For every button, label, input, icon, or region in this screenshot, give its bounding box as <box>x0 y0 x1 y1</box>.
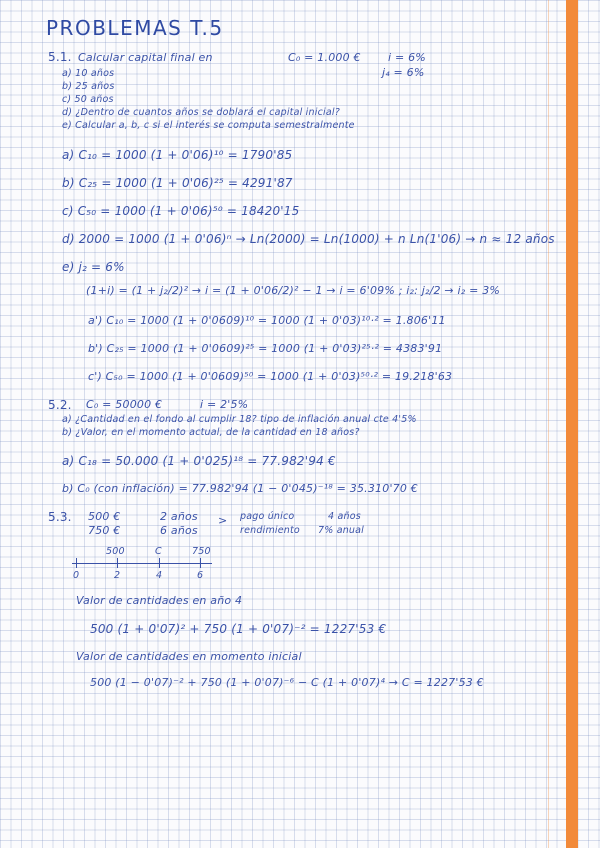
item-b: b) 25 años <box>62 81 115 92</box>
page-title: PROBLEMAS T.5 <box>46 16 224 40</box>
initial-capital: C₀ = 1.000 € <box>288 51 361 64</box>
timeline-tick-2 <box>117 558 118 568</box>
p52-item-a: a) ¿Cantidad en el fondo al cumplir 18? tipo de inflación anual cte 4'5% <box>62 414 417 425</box>
p53-period-1: 2 años <box>160 510 198 523</box>
p53-equation-1: 500 (1 + 0'07)² + 750 (1 + 0'07)⁻² = 1227'53 € <box>90 622 387 636</box>
timeline-bottom-2: 2 <box>114 570 121 581</box>
solution-e-equation: (1+i) = (1 + j₂/2)² → i = (1 + 0'06/2)² − 1 → i = 6'09% ; i₂: j₂/2 → i₂ = 3% <box>86 284 501 297</box>
timeline-bottom-4: 4 <box>156 570 163 581</box>
p53-years-4: 4 años <box>328 511 361 522</box>
solution-c-prime: c') C₅₀ = 1000 (1 + 0'0609)⁵⁰ = 1000 (1 + 0'03)⁵⁰·² = 19.218'63 <box>88 370 453 383</box>
problem-5-3-label: 5.3. <box>48 510 72 524</box>
p52-item-b: b) ¿Valor, en el momento actual, de la cantidad en 18 años? <box>62 427 360 438</box>
margin-line <box>548 0 549 848</box>
solution-b: b) C₂₅ = 1000 (1 + 0'06)²⁵ = 4291'87 <box>62 176 293 190</box>
timeline-top-750: 750 <box>192 546 211 557</box>
solution-d: d) 2000 = 1000 (1 + 0'06)ⁿ → Ln(2000) = Ln(1000) + n Ln(1'06) → n ≈ 12 años <box>62 232 555 246</box>
p53-pago-unico: pago único <box>240 511 295 522</box>
p53-rendimiento: rendimiento <box>240 525 300 536</box>
p53-equation-2: 500 (1 − 0'07)⁻² + 750 (1 + 0'07)⁻⁶ − C (1 + 0'07)⁴ → C = 1227'53 € <box>90 676 484 689</box>
timeline-tick-6 <box>200 558 201 568</box>
solution-c: c) C₅₀ = 1000 (1 + 0'06)⁵⁰ = 18420'15 <box>62 204 300 218</box>
solution-a: a) C₁₀ = 1000 (1 + 0'06)¹⁰ = 1790'85 <box>62 148 293 162</box>
item-c: c) 50 años <box>62 94 114 105</box>
item-d: d) ¿Dentro de cuantos años se doblará el capital inicial? <box>62 107 340 118</box>
timeline-axis <box>72 563 212 564</box>
solution-e: e) j₂ = 6% <box>62 260 125 274</box>
p52-solution-b: b) C₀ (con inflación) = 77.982'94 (1 − 0'045)⁻¹⁸ = 35.310'70 € <box>62 482 418 495</box>
solution-b-prime: b') C₂₅ = 1000 (1 + 0'0609)²⁵ = 1000 (1 + 0'03)²⁵·² = 4383'91 <box>88 342 443 355</box>
timeline-bottom-6: 6 <box>197 570 204 581</box>
p52-initial-capital: C₀ = 50000 € <box>86 398 163 411</box>
p53-rate: 7% anual <box>318 525 365 536</box>
nominal-rate-j4: j₄ = 6% <box>382 66 425 79</box>
problem-5-2-label: 5.2. <box>48 398 72 412</box>
orange-margin-bar <box>566 0 578 848</box>
timeline-bottom-0: 0 <box>73 570 80 581</box>
p53-arrow: > <box>218 514 228 527</box>
problem-5-1-statement: Calcular capital final en <box>78 51 213 64</box>
p53-amount-2: 750 € <box>88 524 121 537</box>
interest-rate: i = 6% <box>388 51 426 64</box>
p53-heading-initial: Valor de cantidades en momento inicial <box>76 650 302 663</box>
timeline-top-c: C <box>155 546 162 557</box>
p53-amount-1: 500 € <box>88 510 121 523</box>
problem-5-1-label: 5.1. <box>48 50 72 64</box>
p52-interest-rate: i = 2'5% <box>200 398 249 411</box>
timeline-top-500: 500 <box>106 546 125 557</box>
p53-heading-year-4: Valor de cantidades en año 4 <box>76 594 243 607</box>
item-e: e) Calcular a, b, c si el interés se computa semestralmente <box>62 120 355 131</box>
p53-period-2: 6 años <box>160 524 198 537</box>
solution-a-prime: a') C₁₀ = 1000 (1 + 0'0609)¹⁰ = 1000 (1 + 0'03)¹⁰·² = 1.806'11 <box>88 314 446 327</box>
item-a: a) 10 años <box>62 68 115 79</box>
timeline-tick-4 <box>159 558 160 568</box>
timeline-tick-0 <box>76 558 77 568</box>
p52-solution-a: a) C₁₈ = 50.000 (1 + 0'025)¹⁸ = 77.982'94 € <box>62 454 336 468</box>
